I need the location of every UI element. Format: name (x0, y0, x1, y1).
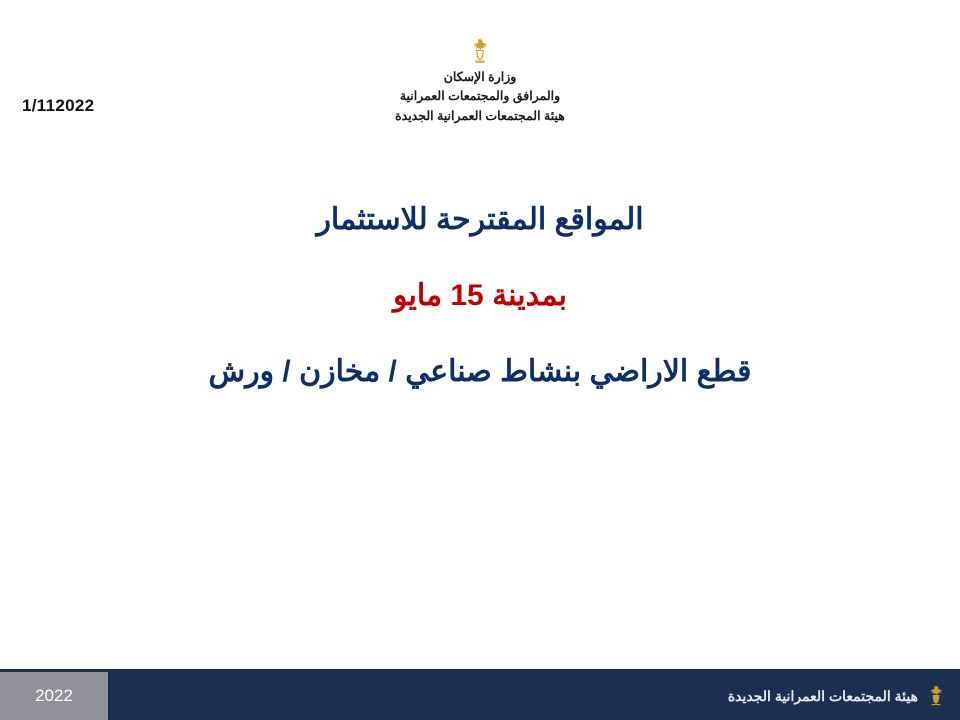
title-line-3: قطع الاراضي بنشاط صناعي / مخازن / ورش (208, 355, 752, 388)
ministry-name-block (0, 68, 960, 126)
egypt-eagle-emblem-icon (926, 683, 946, 709)
title-line-2: بمدينة 15 مايو (392, 279, 568, 312)
ministry-line-2: والمرافق والمجتمعات العمرانية (399, 89, 561, 104)
slide-footer (0, 672, 960, 720)
title-block (0, 205, 960, 387)
footer-organization: هيئة المجتمعات العمرانية الجديدة (727, 687, 918, 704)
egypt-eagle-emblem-icon (467, 38, 493, 64)
document-code: 1/112022 (22, 96, 95, 115)
ministry-line-1: وزارة الإسكان (443, 70, 517, 84)
ministry-line-3: هيئة المجتمعات العمرانية الجديدة (395, 108, 565, 123)
title-line-1: المواقع المقترحة للاستثمار (316, 203, 644, 236)
footer-year: 2022 (0, 672, 108, 720)
document-header (0, 38, 960, 126)
